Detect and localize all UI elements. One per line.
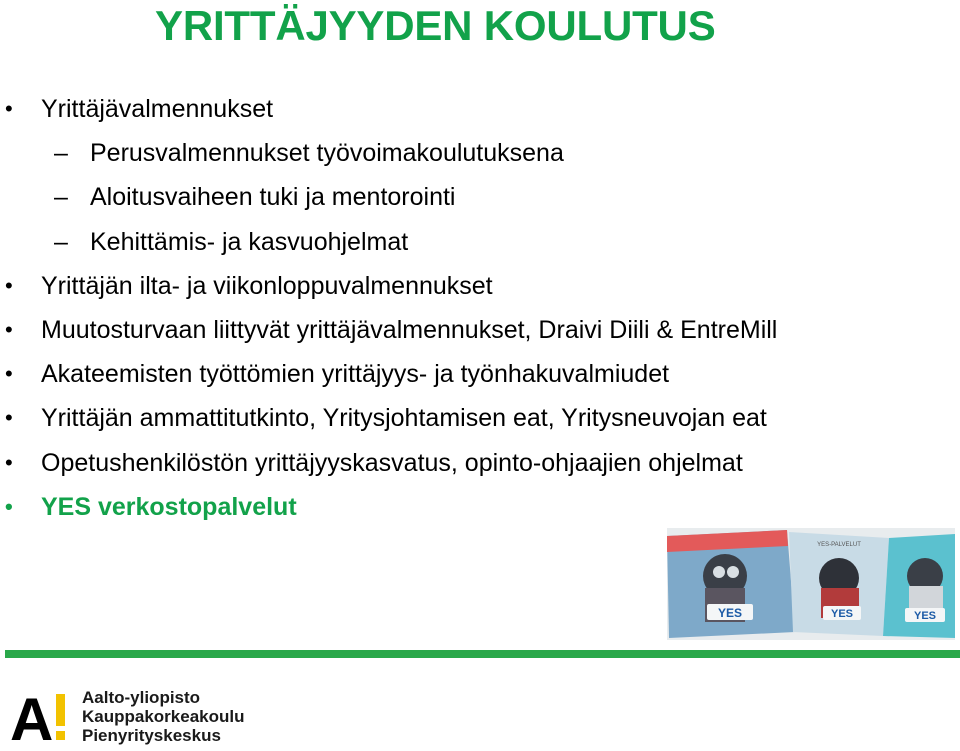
sub-bullet-item xyxy=(54,182,456,212)
bullet-item xyxy=(5,448,743,478)
yes-brochures-image xyxy=(667,528,955,640)
bullet-marker: • xyxy=(5,272,13,298)
brochure-header: YES-PALVELUT xyxy=(817,542,861,548)
bullet-marker: • xyxy=(5,317,13,342)
logo-line-university: Aalto-yliopisto xyxy=(82,688,201,707)
sub-bullet-item xyxy=(54,227,409,257)
bullet-item xyxy=(5,403,767,433)
aalto-logo-icon xyxy=(10,688,72,744)
bullet-text: Aloitusvaiheen tuki ja mentorointi xyxy=(90,183,456,212)
bullet-text: Perusvalmennukset työvoimakoulutuksena xyxy=(90,139,564,168)
bullet-item xyxy=(5,359,670,389)
sub-bullet-item xyxy=(54,138,564,168)
bullet-text: Kehittämis- ja kasvuohjelmat xyxy=(90,227,409,256)
bullet-text: Yrittäjän ilta- ja viikonloppuvalmennukset xyxy=(41,271,493,300)
bullet-marker: • xyxy=(5,361,13,387)
svg-text:A: A xyxy=(10,688,54,744)
logo-line-school: Kauppakorkeakoulu xyxy=(82,707,245,726)
brochure-label-2: YES xyxy=(830,608,854,620)
bullet-marker: • xyxy=(5,405,13,431)
brochure-label-3: YES xyxy=(913,610,937,622)
logo-line-unit: Pienyrityskeskus xyxy=(82,726,221,745)
brochure-label-1: YES xyxy=(717,606,743,620)
dash-marker: – xyxy=(54,227,68,256)
dash-marker: – xyxy=(54,139,68,168)
yes-brochures-photo xyxy=(667,528,955,640)
bullet-text: Muutosturvaan liittyvät yrittäjävalmennukset, Draivi Diili & EntreMill xyxy=(41,316,778,344)
bullet-text: Yrittäjävalmennukset xyxy=(41,95,274,123)
bullet-item xyxy=(5,271,493,301)
bullet-text: Yrittäjän ammattitutkinto, Yritysjohtamisen eat, Yritysneuvojan eat xyxy=(41,404,767,433)
slide-title: YRITTÄJYYDEN KOULUTUS xyxy=(155,2,716,49)
bullet-text: YES verkostopalvelut xyxy=(41,492,297,521)
bullet-text: Akateemisten työttömien yrittäjyys- ja työnhakuvalmiudet xyxy=(41,360,670,389)
dash-marker: – xyxy=(54,183,68,212)
bullet-item xyxy=(5,315,778,345)
bullet-item xyxy=(5,492,297,522)
bullet-text: Opetushenkilöstön yrittäjyyskasvatus, opinto-ohjaajien ohjelmat xyxy=(41,448,743,477)
bullet-item xyxy=(5,94,274,124)
footer-divider xyxy=(5,650,960,658)
bullet-marker: • xyxy=(5,449,13,475)
bullet-marker: • xyxy=(5,96,13,121)
bullet-marker: • xyxy=(5,493,13,519)
